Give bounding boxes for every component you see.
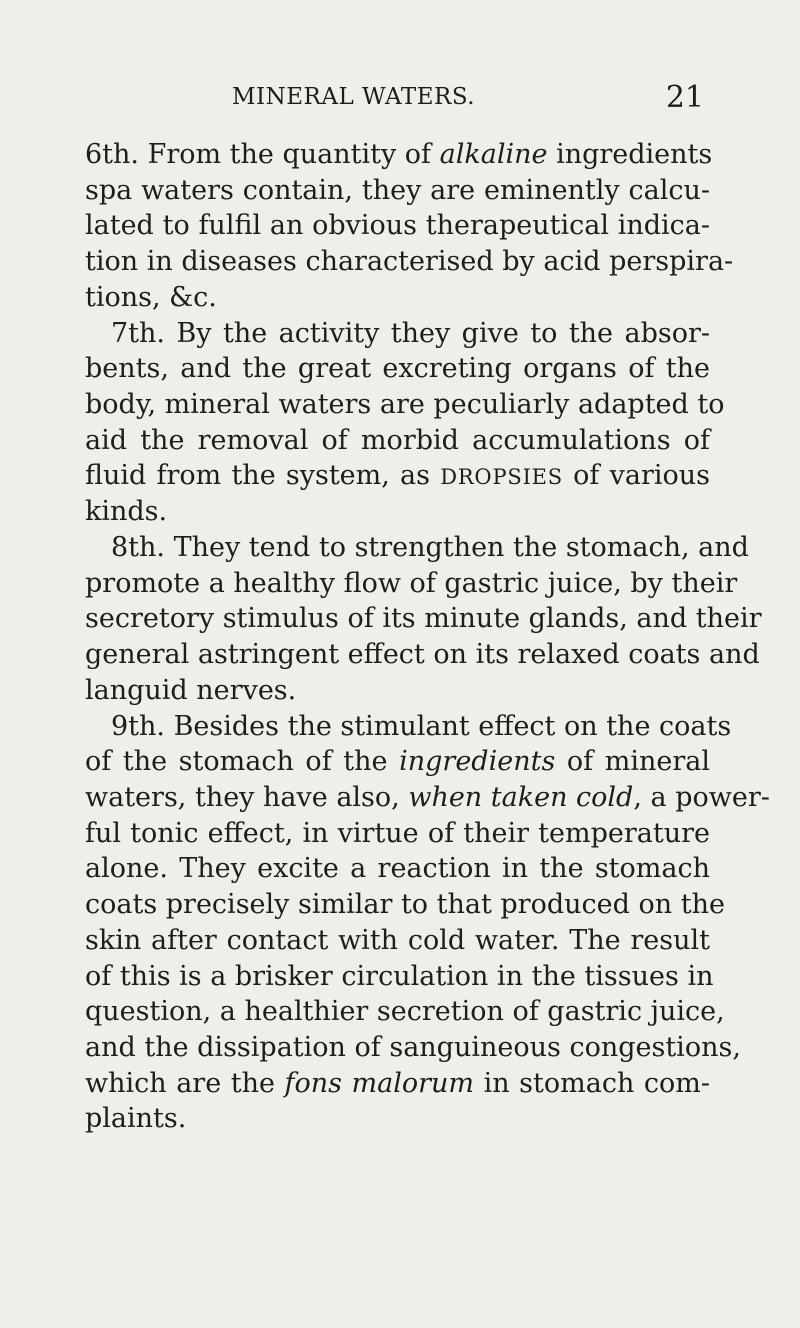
text-run: ingredients xyxy=(547,139,713,170)
text-run: 7th. By the activity they give to the absor- xyxy=(111,317,710,349)
text-run: tion in diseases characterised by acid perspira- xyxy=(85,246,734,278)
text-run: coats precisely similar to that produced on the xyxy=(85,889,725,921)
paragraph xyxy=(85,137,734,316)
text-line xyxy=(85,387,725,423)
italic-run: fons malorum xyxy=(284,1067,475,1099)
text-line xyxy=(85,816,710,852)
text-run: of various xyxy=(562,460,711,492)
text-line xyxy=(85,637,760,673)
text-run: spa waters contain, they are eminently calcu- xyxy=(85,174,710,206)
italic-run: alkaline xyxy=(439,139,548,170)
running-head xyxy=(0,80,800,120)
text-run: lated to fulfil an obvious therapeutical indica- xyxy=(85,210,710,242)
text-line xyxy=(85,244,734,280)
text-line xyxy=(85,780,770,816)
text-line xyxy=(85,280,710,316)
text-line xyxy=(85,959,714,995)
paragraph xyxy=(85,709,770,1138)
text-run: fluid from the system, as xyxy=(85,460,441,492)
text-line xyxy=(85,173,710,209)
text-run: kinds. xyxy=(85,496,168,528)
text-run: aid the removal of morbid accumulations of xyxy=(85,424,710,456)
text-line xyxy=(85,208,710,244)
text-run: general astringent effect on its relaxed coats and xyxy=(85,639,760,671)
text-run: bents, and the great excreting organs of the xyxy=(85,353,710,385)
text-line xyxy=(85,1030,741,1066)
text-run: plaints. xyxy=(85,1103,187,1135)
text-run: and the dissipation of sanguineous congestions, xyxy=(85,1031,741,1063)
running-title: MINERAL WATERS. xyxy=(232,84,476,110)
text-line xyxy=(85,566,738,602)
text-run: , a power- xyxy=(633,781,770,813)
text-line xyxy=(85,1066,710,1102)
text-run: which are the xyxy=(85,1067,285,1099)
text-line xyxy=(85,1101,710,1137)
text-line xyxy=(85,494,710,530)
text-line xyxy=(85,601,762,637)
text-line xyxy=(85,351,710,387)
text-run: languid nerves. xyxy=(85,674,297,706)
text-run: tions, &c. xyxy=(85,281,217,313)
text-run: of this is a brisker circulation in the tissues in xyxy=(85,960,714,992)
paragraph xyxy=(85,530,762,709)
text-run: secretory stimulus of its minute glands, and their xyxy=(85,603,762,635)
text-line xyxy=(85,530,749,566)
text-run: body, mineral waters are peculiarly adapted to xyxy=(85,389,725,421)
text-run: waters, they have also, xyxy=(85,781,409,813)
body-text xyxy=(85,137,770,1137)
text-run: of the stomach of the xyxy=(85,746,400,778)
text-run: 9th. Besides the stimulant effect on the coats xyxy=(111,710,732,742)
text-line xyxy=(85,851,710,887)
text-run: 6th. From the quantity of xyxy=(85,139,440,170)
text-line xyxy=(85,316,710,352)
italic-run: ingredients xyxy=(399,746,556,778)
text-run: alone. They excite a reaction in the stomach xyxy=(85,853,710,885)
text-line xyxy=(85,423,710,459)
text-line xyxy=(85,709,732,745)
text-run: 8th. They tend to strengthen the stomach, and xyxy=(111,531,749,563)
text-run: skin after contact with cold water. The result xyxy=(85,924,710,956)
text-run: ful tonic effect, in virtue of their temperature xyxy=(85,817,710,849)
text-line xyxy=(85,458,710,494)
page-number: 21 xyxy=(665,80,704,115)
text-line xyxy=(85,673,710,709)
text-line xyxy=(85,923,710,959)
text-line xyxy=(85,887,725,923)
text-line xyxy=(85,137,713,173)
text-run: in stomach com- xyxy=(474,1067,710,1099)
italic-run: when taken cold xyxy=(408,781,634,813)
text-line xyxy=(85,994,725,1030)
paragraph xyxy=(85,316,725,530)
text-run: question, a healthier secretion of gastric juice, xyxy=(85,996,725,1028)
text-run: of mineral xyxy=(555,746,710,778)
text-line xyxy=(85,744,710,780)
small-caps-run: DROPSIES xyxy=(440,465,563,490)
text-run: promote a healthy flow of gastric juice, by their xyxy=(85,567,738,599)
